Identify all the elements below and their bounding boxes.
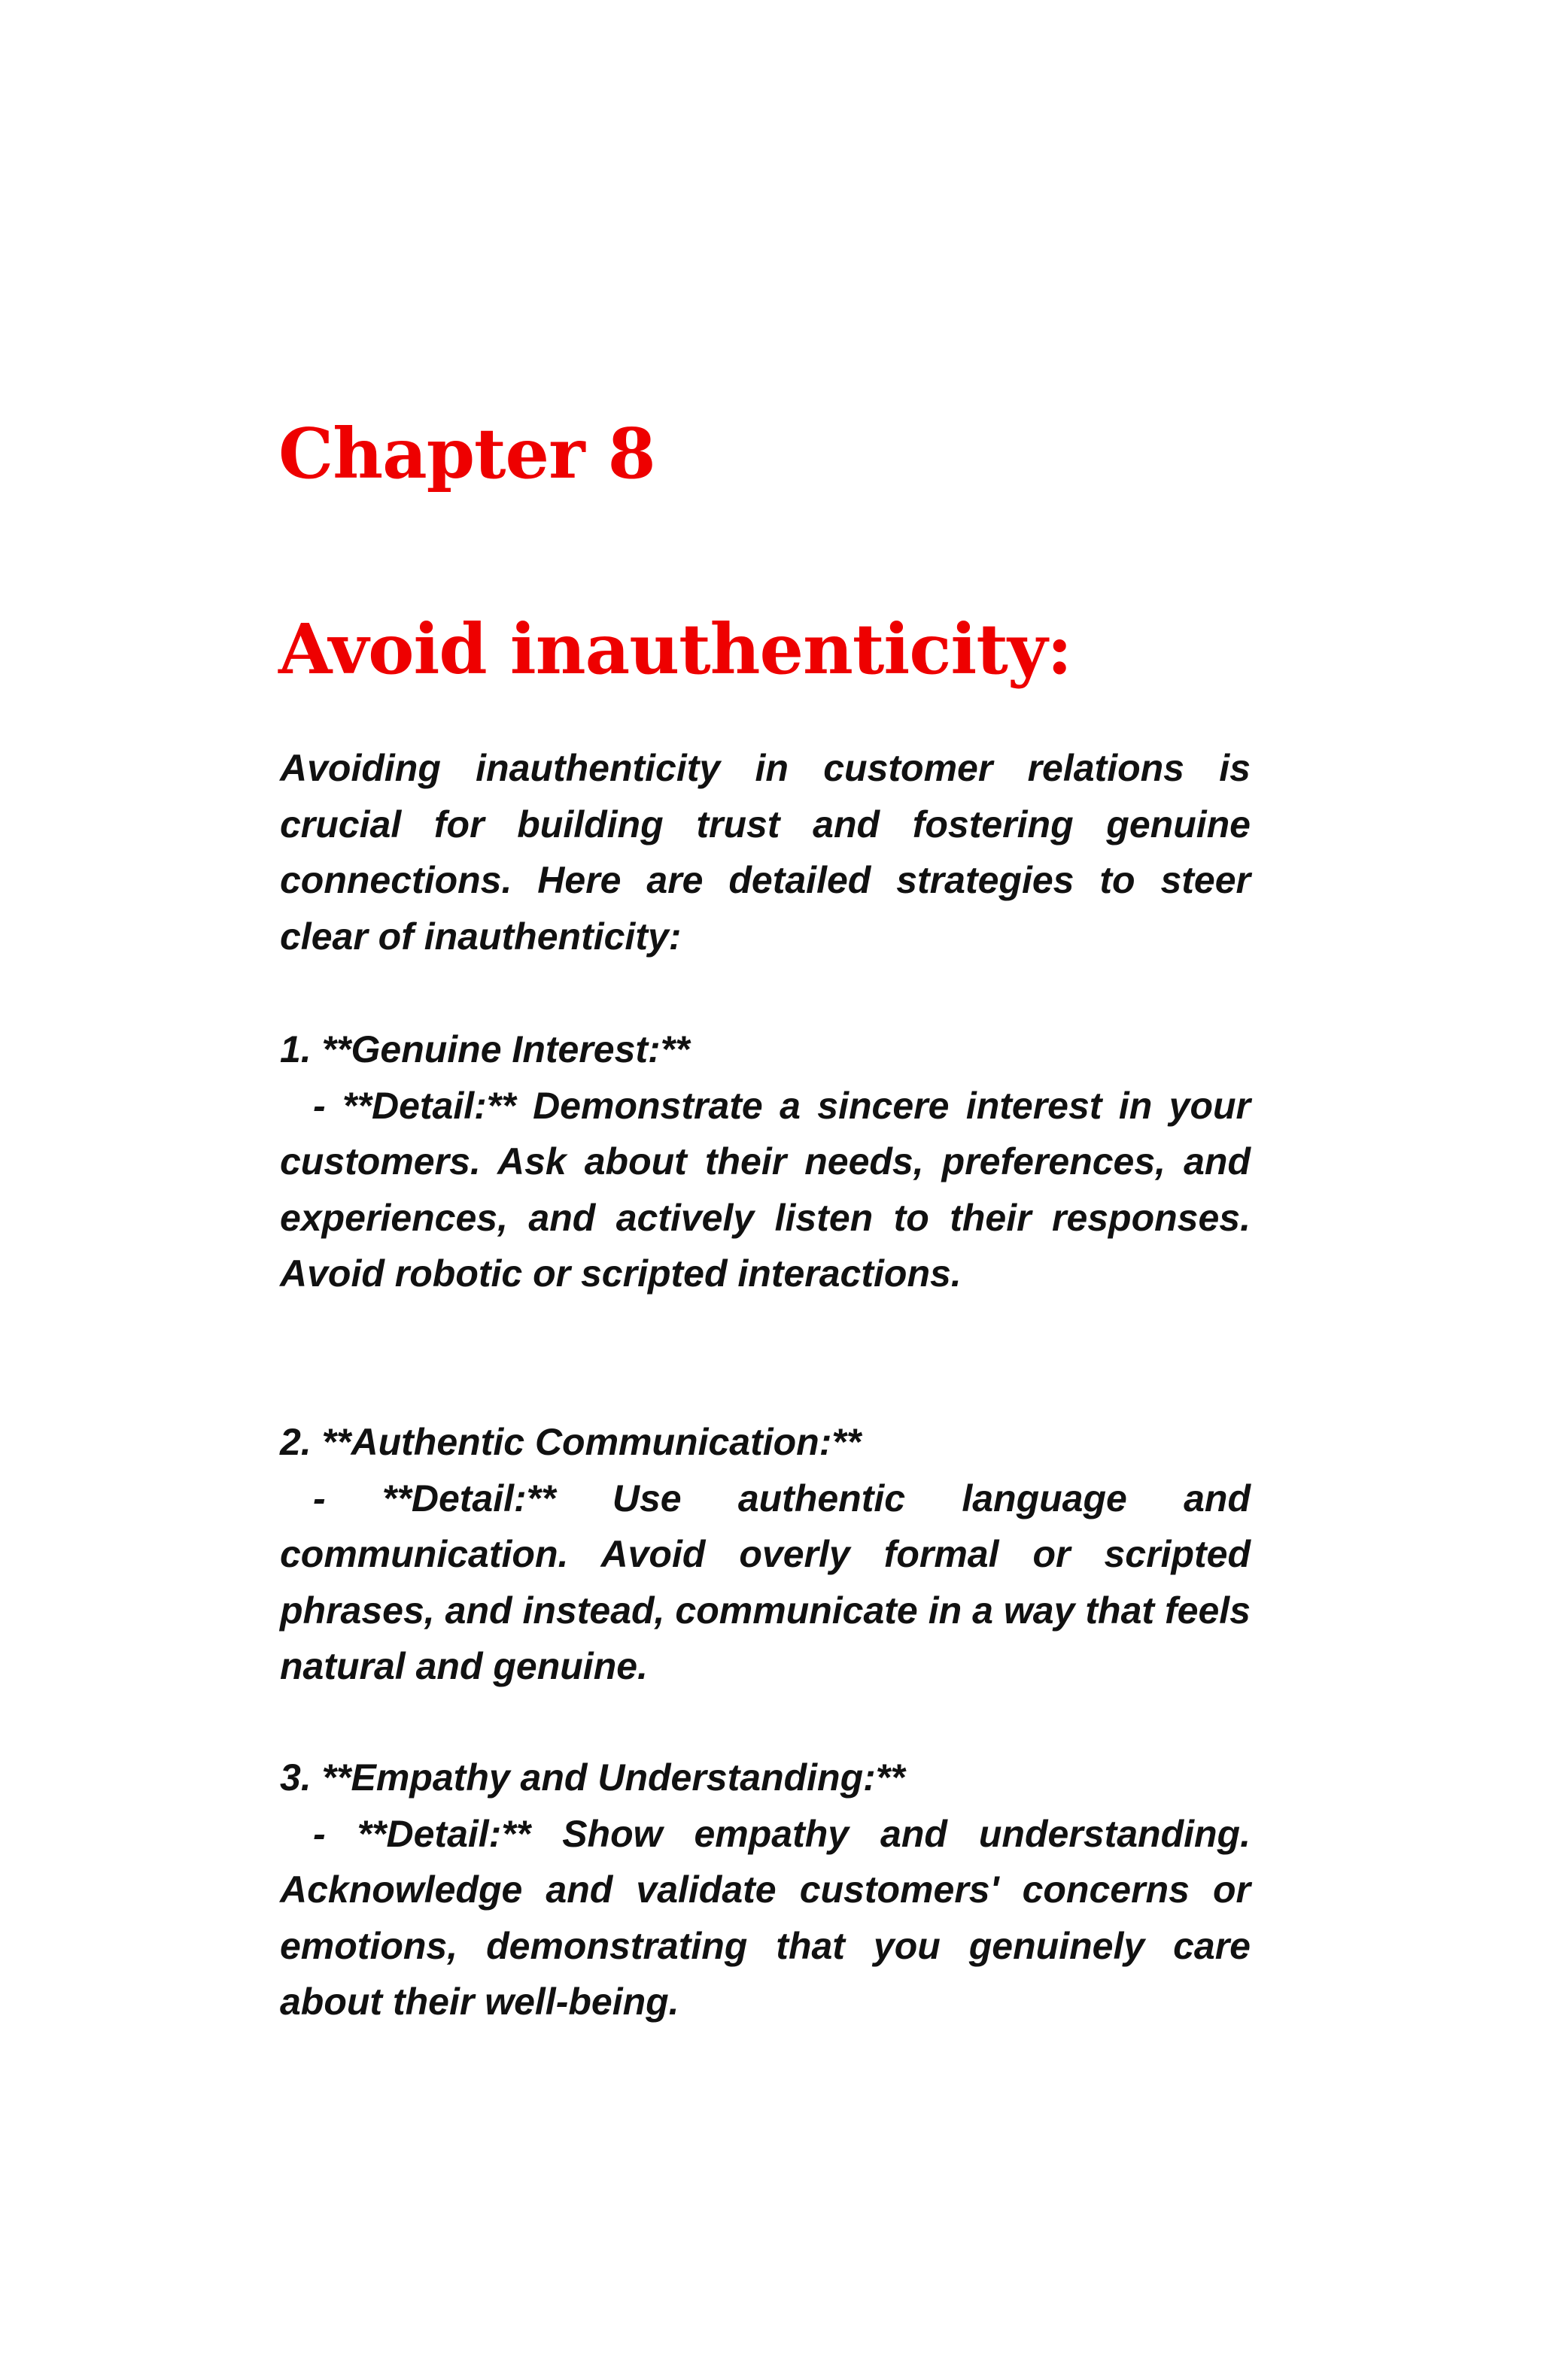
- chapter-title-heading: Avoid inauthenticity:: [278, 609, 1072, 690]
- strategy-item-1: [280, 1022, 1251, 1302]
- strategy-detail: - **Detail:** Show empathy and understanding. Acknowledge and validate customers' concerns or emotions, demonstrating that you genuinely care about their well-being.: [280, 1812, 1251, 2023]
- strategy-item-2: [280, 1414, 1251, 1695]
- intro-paragraph: Avoiding inauthenticity in customer relations is crucial for building trust and fostering genuine connections. Here are detailed strategies to steer clear of inauthenticity:: [280, 747, 1251, 958]
- strategy-heading: 3. **Empathy and Understanding:**: [280, 1756, 905, 1799]
- chapter-number-heading: Chapter 8: [278, 413, 655, 494]
- strategy-heading: 1. **Genuine Interest:**: [280, 1028, 690, 1070]
- strategy-detail: - **Detail:** Demonstrate a sincere interest in your customers. Ask about their needs, preferences, and experiences, and actively listen to their responses. Avoid robotic or scripted interactions.: [280, 1084, 1251, 1295]
- strategy-detail: - **Detail:** Use authentic language and communication. Avoid overly formal or scripted phrases, and instead, communicate in a way that feels natural and genuine.: [280, 1477, 1251, 1687]
- strategy-item-3: [280, 1750, 1251, 2030]
- strategy-heading: 2. **Authentic Communication:**: [280, 1421, 862, 1463]
